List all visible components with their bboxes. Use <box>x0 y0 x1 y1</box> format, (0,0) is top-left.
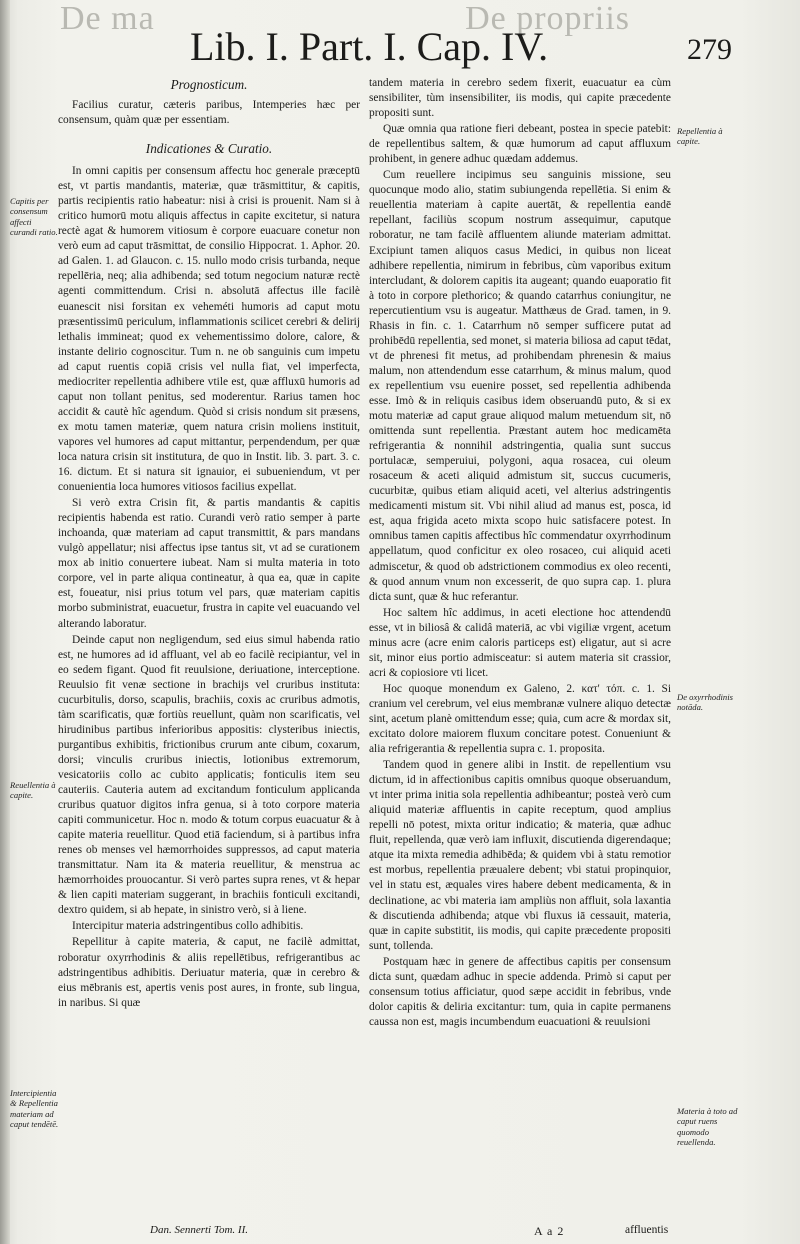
bleed-through-left: De ma <box>60 0 155 37</box>
right-paragraph: Cum reuellere incipimus seu sanguinis missione, seu quocunque modo alio, statim subiungenda repellētia. Si enim & reuellentia materiam à capite auertāt, & repellentia eandē repellant, faciliùs scopum nostrum assequimur, caputque roboratur, ne tam facilè affluentem aliunde materiam admittat. Excipiunt tamen aliquos casus Medici, in quibus non liceat adhibere repellentia, nimirum in febribus, cùm vaporibus exitum intercludant, & dolorem capitis ita augeant; quando euaporatio fit à toto in corpore plethorico; & quando catarrhus coniungitur, ne repercutientium vsu is augeatur. Matthæus de Grad. tamen, in 9. Rhasis in fin. c. 1. Catarrhum nō semper sufficere putat ad prohibēdū repellentia, sed monet, si materia biliosa ad caput tēdat, vt de phrenesi fit metus, ad prohibendam phrenesin & maius malum, non attendendum esse catarrhum, & minus malum, quod ex repellentium vsu euenire posset, sed repellentia adhibenda esse. Imò & in reliquis casibus idem obseruandū puto, & si ex motu materiæ ad caput graue aliquod malum metuendum sit, nō omittenda sunt repellentia. Præstant autem hoc medicamēta refrigerantia & nonnihil adstringentia, qualia sunt succus portulacæ, semperuiui, polygoni, aqua rosacea, cui oleum rosaceum & aceti aliquid admistum sit, succus cucumeris, cucurbitæ, quibus etiam aliquid aceti, vel alterius adstringentis medicamenti mistum sit. Vbi nihil aliud ad manus est, posca, id est, aqua frigida aceto mixta scopo huic satisfacere potest. In omnibus tamen capitis affectibus hîc commendatur oxyrrhodinum appellatum, quod conficitur ex oleo rosaceo, cui aliquid aceti admiscetur, & quod ob adstrictionem commodius ex oleo recenti, & quod annum vnum non excesserit, de quo supra cap. 1. plura dicta sunt, quæ & huc referantur. <box>369 169 671 603</box>
left-column <box>58 76 360 1012</box>
footer-signature-line: Dan. Sennerti Tom. II. <box>150 1224 248 1236</box>
left-paragraph: Deinde caput non negligendum, sed eius simul habenda ratio est, ne humores ad id affluant, vel ab eo facilè recipiantur, vel in eo sedem figant. Quod fit reuulsione, deriuatione, interceptione. Reuulsio fit venæ sectione in brachijs vel cruribus instituta: cucurbitulis, dorso, scapulis, brachiis, coxis ac cruribus admotis, tàm scarificatis, quæ fortiùs reuellunt, quàm non scarificatis, vel hirudinibus partibus inferioribus appositis: clysteribus iniectis, purgantibus exhibitis, frictionibus crurum ante cibum, coxarum, dorsi; vinculis cruribus iniectis, lotionibus extremorum, vesicatoriis collo ac cubito applicatis; fonticulis item seu cauteriis. Cauteria autem ad excitandum fonticulum applicanda cruribus quatuor digitos infra genua, si à toto corpore materia capiti communicetur. Hoc n. modo & totum corpus euacuatur & à capite materia reuellitur. Quod etiā faciendum, si à partibus infra renes ob menses vel hæmorrhoides suppressos, ad caput materia transmittatur. Nam ita & materia reuellitur, & menstrua ac hæmorrhoides prouocantur. Si verò partes supra renes, vt & hepar & lien capiti materiam suggerant, in brachiis fonticuli excitandi, dextro quidem, si ab hepate, in sinistro verò, si à liene. <box>58 633 360 917</box>
right-paragraph: Tandem quod in genere alibi in Instit. de repellentium vsu dictum, id in affectionibus capitis omnibus quoque obseruandum, vt inter prima initia sola repellentia adhibeantur; posteà verò cum aliquid materiæ affluentis in capite receptum, quod amplius repelli nō potest, mixta oritur indicatio; & materia, quæ adhuc fluit, repellenda, quæ verò iam influxit, discutienda digerendaque; atque ita mixta remedia adhibēda; & quidem vbi à statu remotior est morbus, repellentia præualere debent; vbi statui propinquior, vel in statu est, æquales vires habere debent medicamenta, & in declinatione, ac vbi materia iam ampliùs non affluit, sola laxantia & discutienda adhibenda; atque vbi fluxus iā cessauit, materia, quæ in capite substitit, iis modis, qui capite præcedente propositi sunt, tollenda. <box>369 759 671 952</box>
right-paragraph: Hoc quoque monendum ex Galeno, 2. κατ' τόπ. c. 1. Si cranium vel cerebrum, vel eius membranæ vulnere aliquo detectæ sint, acetum planè omittendum esse; quia, cum acre & mordax sit, excitato dolore maiorem fluxum concitare potest. Conueniunt & alia refrigerantia & repellentia supra c. 1. proposita. <box>369 682 671 756</box>
page-number: 279 <box>687 33 732 66</box>
bleed-through-right: De propriis <box>465 0 630 37</box>
gutter-shadow <box>0 0 10 1244</box>
margin-note-left: Intercipientia & Repellentia materiam ad caput tendētē. <box>10 1088 59 1130</box>
margin-note-right: Materia à toto ad caput ruens quomodo reuellenda. <box>677 1106 738 1148</box>
margin-note-right: Repellentia à capite. <box>677 126 723 147</box>
sheet-signature: A a 2 <box>534 1224 565 1238</box>
catchword: affluentis <box>625 1224 669 1236</box>
margin-note-left: Capitis per consensum affecti curandi ratio. <box>10 196 58 238</box>
heading-prognosis: Prognosticum. <box>170 77 248 92</box>
right-paragraph: Postquam hæc in genere de affectibus capitis per consensum dicta sunt, quædam adhuc in specie addenda. Primò si caput per consensum totius afficiatur, quod sæpe accidit in febribus, vnde dolor capitis & deliria excitantur: tum, quia in capite permanens caussa non est, magis incumbendum euacuationi & reuulsioni <box>369 955 671 1028</box>
right-paragraph: tandem materia in cerebro sedem fixerit, euacuatur ea cùm sensibiliter, tùm insensibiliter, iis modis, qui capite præcedente propositi sunt. <box>369 77 671 120</box>
heading-indications: Indicationes & Curatio. <box>145 141 273 157</box>
margin-note-right: De oxyrrhodinis notāda. <box>677 692 733 713</box>
right-column <box>369 76 671 1031</box>
right-paragraph: Hoc saltem hîc addimus, in aceti electione hoc attendendū esse, vt in biliosâ & calidâ materiā, ac vbi vigiliæ vrgent, acetum minus acre (acre enim caloris particeps est) eligatur, aut si acre sit, minor eius portio admisceatur: si autem materia sit crassior, acri & copiosiore vti licet. <box>369 606 671 679</box>
right-paragraph: Quæ omnia qua ratione fieri debeant, postea in specie patebit: de repellentibus saltem, & quæ humorum ad caput affluxum prohibent, in genere adhuc quædam addemus. <box>369 123 671 166</box>
prognosis-paragraph: Facilius curatur, cæteris paribus, Intemperies hæc per consensum, quàm quæ per essentiam. <box>58 99 360 127</box>
running-title: Lib. I. Part. I. Cap. IV. <box>190 24 549 69</box>
left-paragraph: Intercipitur materia adstringentibus collo adhibitis. <box>72 920 304 933</box>
left-paragraph: Si verò extra Crisin fit, & partis mandantis & capitis recipientis habenda est ratio. Curandi verò ratio semper à parte inchoanda, quæ materiam ad caput transmittit, & pars mandans vulgò appellatur; nisi affectus ipse tantus sit, vt ad se curationem mox ab initio conuertere iubeat. Nam si multa materia in toto corpore, vel in parte aliqua contineatur, à qua ea, quæ in capite est, foueatur, nisi prius totum vel pars, quæ materiam capitis morbo subministrat, euacuetur, frustra in capite vel euacuando vel alterando laboratur. <box>58 497 360 630</box>
left-paragraph: Repellitur à capite materia, & caput, ne facilè admittat, roboratur oxyrrhodinis & aliis repellētibus, refrigerantibus ac adstringentibus adhibitis. Deriuatur materia, quæ in cerebro & eius mēbranis est, apertis venis post aures, in fronte, sub lingua, in naribus. Si quæ <box>58 936 360 1009</box>
left-paragraph: In omni capitis per consensum affectu hoc generale præceptū est, vt partis mandantis, materiæ, quæ trāsmittitur, & capitis, partis recipientis ratio habeatur: nisi à crisi is prouenit. Nam si à critico humorū motu aliquis affectus in capite excitetur, si natura rectè agat & humorem vitiosum è corpore euacuare conetur non verò eum ad caput trāsmittat, de consilio Hippocrat. 1. Aphor. 20. ad Galen. 1. ad Glaucon. c. 15. nullo modo crisis turbanda, neque repellēria, neq; alia adhibenda; sed totum negocium naturæ rectè agenti committendum. Crisi n. absolutā affectus ille facilè euanescit nisi forsitan ex veheméti humoris ad caput motu præsentissimū periculum, inflammationis scilicet cerebri & delirij lethalis immineat; quod ex vehementissimo dolore, calore, & instante delirio cognoscitur. Tum n. ne ob sanguinis cum impetu ad caput ruentis copiā crisis vel nulla fiat, vel imperfecta, mediocriter repellentia adhibere vtile est, quæ affluxū humoris ad caput non tollant penitus, sed moderentur. Rarius tamen hoc accidit & cautè hîc agendum. Quòd si crisis nondum sit præsens, ex motu tamen materiæ, quem natura crisin moliens instituit, vapores vel humores ad caput mittantur, perpendendum, per quæ loca natura crisin sit institutura, de quo in Instit. lib. 3. part. 3. c. 16. dictum. Et si natura sit ignauior, ei subueniendum, vt per conuenientia loca humores vitiosos facilius expellat. <box>58 165 360 494</box>
margin-note-left: Reuellentia à capite. <box>10 780 56 801</box>
